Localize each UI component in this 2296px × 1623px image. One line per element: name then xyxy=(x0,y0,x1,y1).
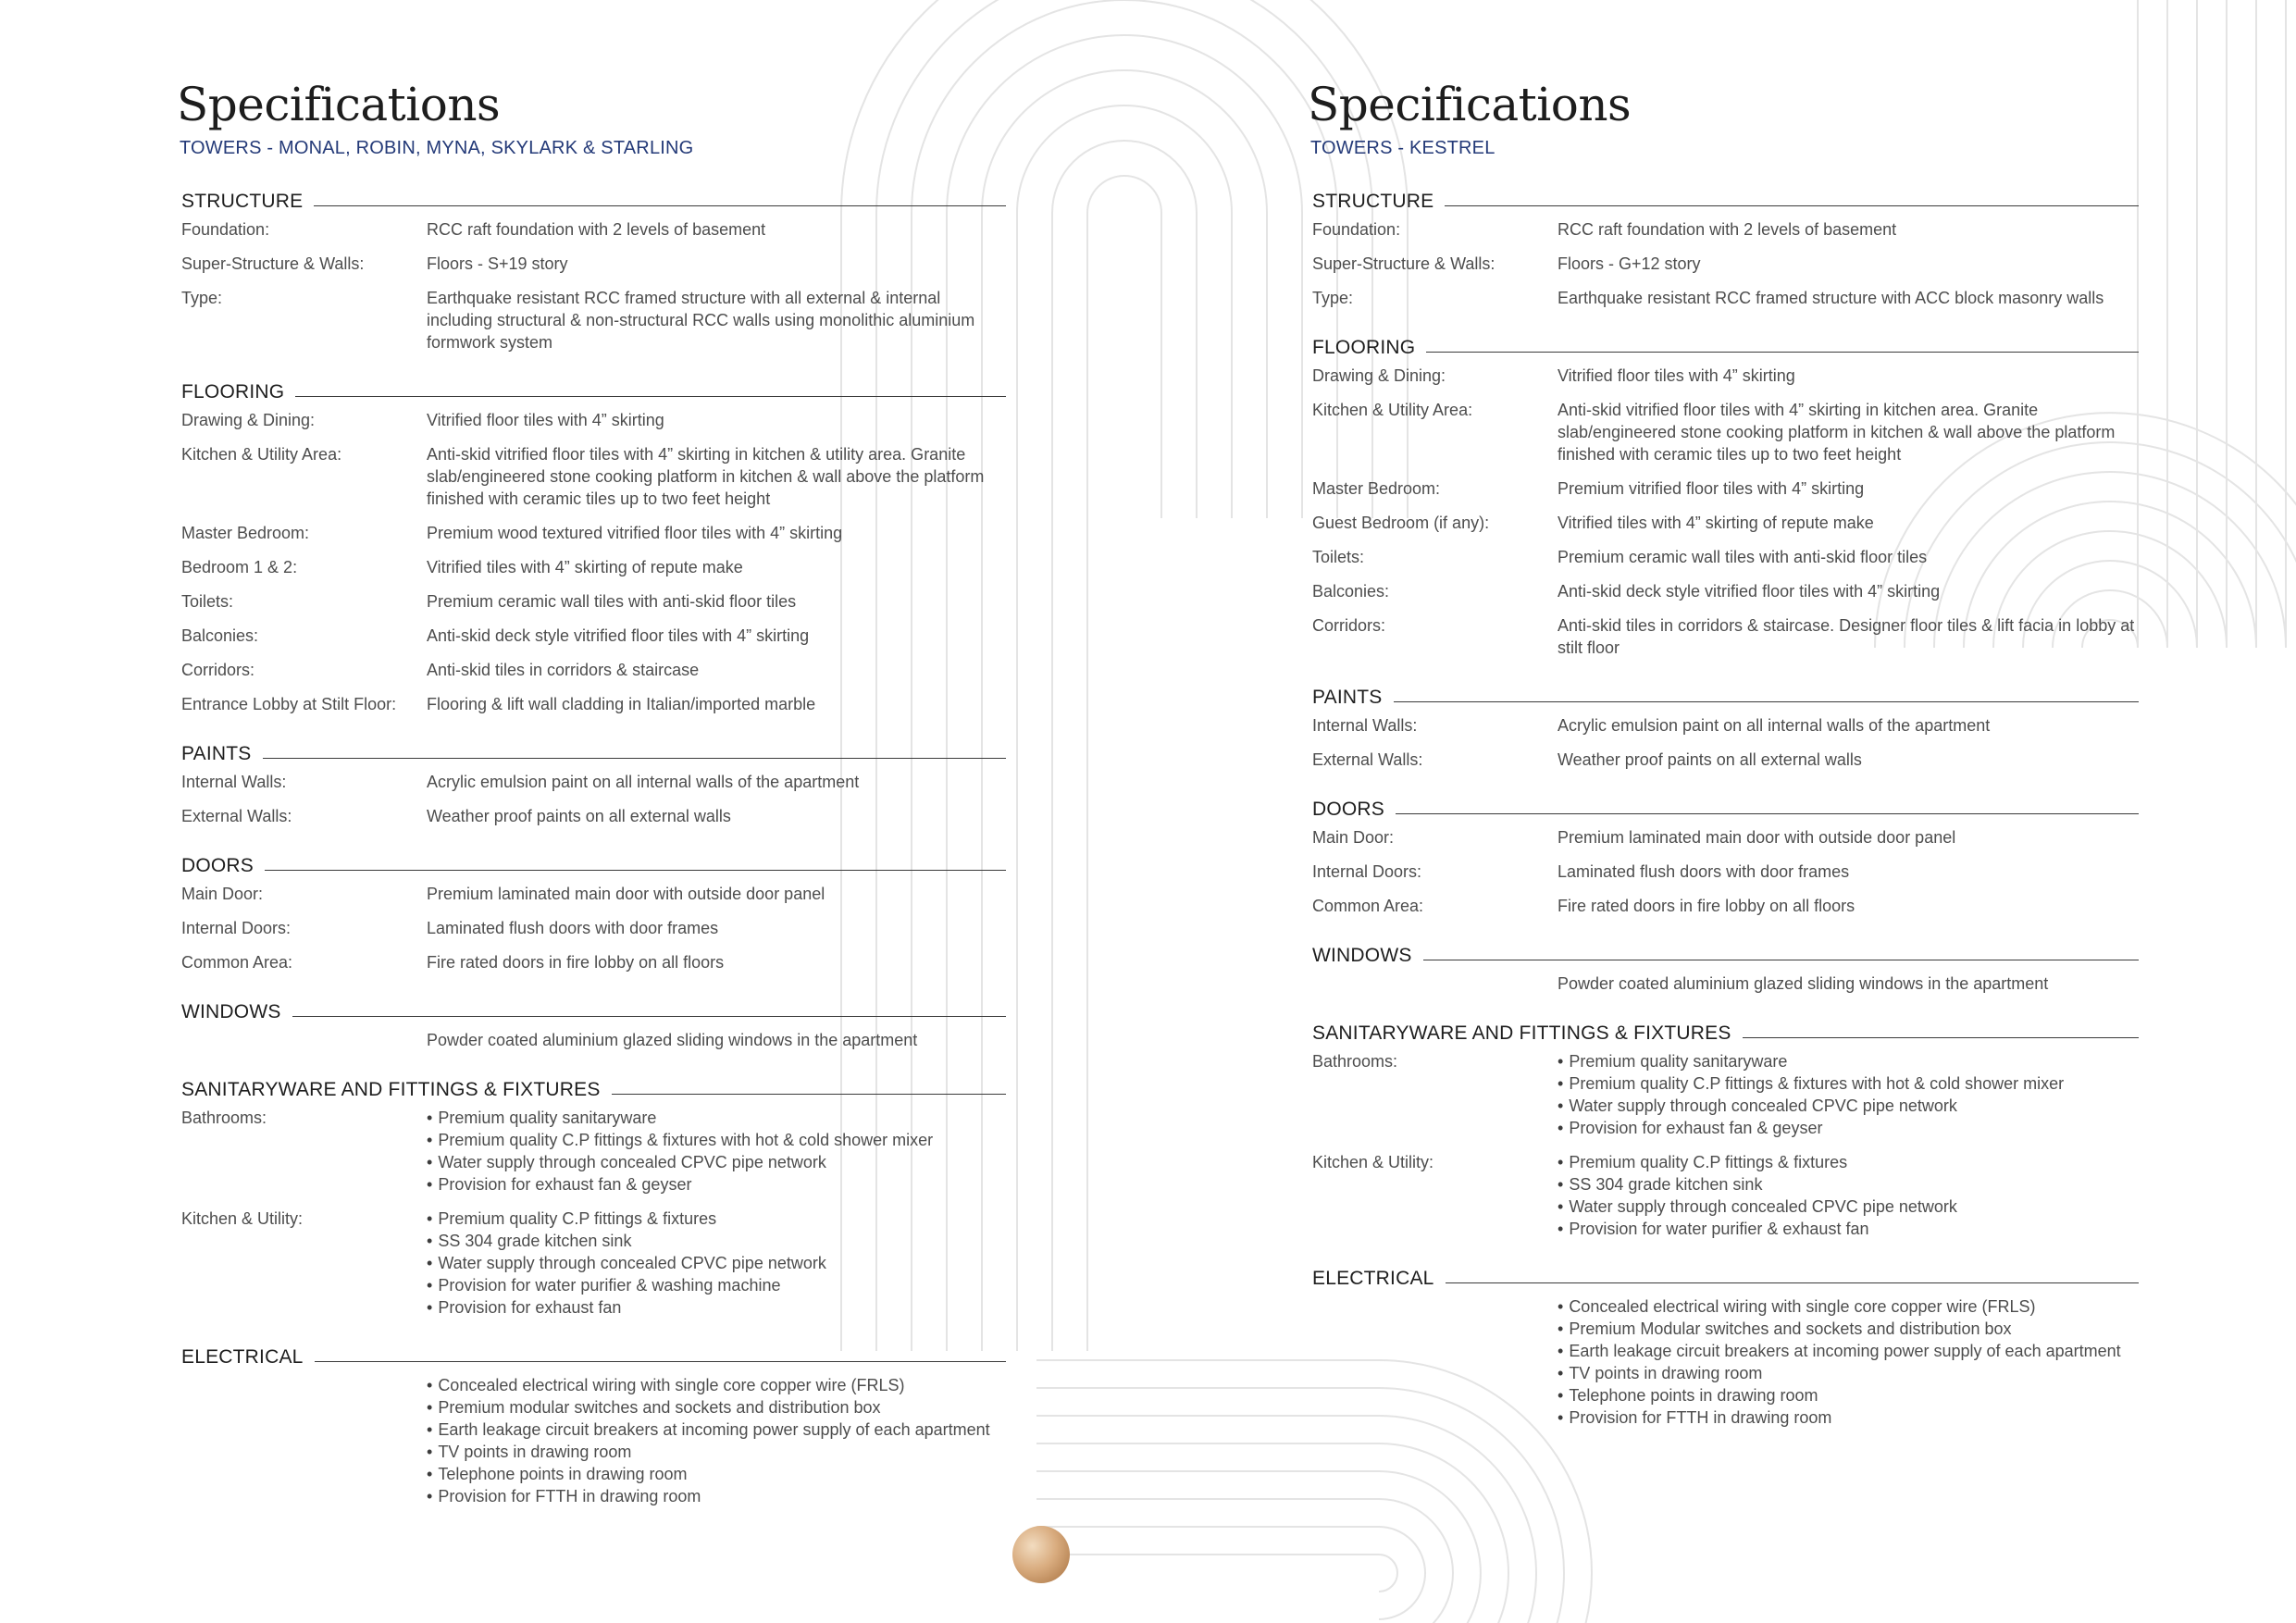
section-rule xyxy=(1396,813,2139,814)
spec-row xyxy=(181,693,1006,715)
spec-row xyxy=(1312,253,2139,275)
spec-value: Acrylic emulsion paint on all internal walls of the apartment xyxy=(1558,716,1991,735)
bullet-text: Concealed electrical wiring with single core copper wire (FRLS) xyxy=(1569,1297,2036,1316)
page-subtitle: TOWERS - MONAL, ROBIN, MYNA, SKYLARK & STARLING xyxy=(180,138,694,158)
spec-row xyxy=(1312,1151,2139,1240)
spec-section xyxy=(181,185,1006,353)
bullet-text: Provision for water purifier & washing machine xyxy=(438,1276,781,1295)
section-heading: SANITARYWARE AND FITTINGS & FIXTURES xyxy=(181,1079,601,1100)
section-heading: STRUCTURE xyxy=(181,191,304,212)
section-heading: PAINTS xyxy=(181,743,252,764)
spec-label: Bedroom 1 & 2: xyxy=(181,558,298,576)
spec-row xyxy=(1312,895,2139,917)
spec-label: Balconies: xyxy=(181,626,259,645)
spec-value: Floors - G+12 story xyxy=(1558,254,1701,273)
spec-value: Weather proof paints on all external walls xyxy=(1558,750,1862,769)
bullet-item xyxy=(427,1208,1006,1230)
section-heading: DOORS xyxy=(1312,799,1385,820)
page-subtitle: TOWERS - KESTREL xyxy=(1310,138,1496,158)
bullet-text: Premium modular switches and sockets and distribution box xyxy=(438,1398,881,1417)
section-heading: SANITARYWARE AND FITTINGS & FIXTURES xyxy=(1312,1022,1731,1044)
spec-label: Drawing & Dining: xyxy=(1312,366,1446,385)
spec-value: Powder coated aluminium glazed sliding windows in the apartment xyxy=(427,1031,918,1049)
bullet-text: Provision for water purifier & exhaust fan xyxy=(1569,1220,1869,1238)
section-heading: PAINTS xyxy=(1312,687,1383,708)
spec-row xyxy=(1312,546,2139,568)
bullet-text: Water supply through concealed CPVC pipe network xyxy=(1569,1096,1957,1115)
bullet-item xyxy=(1558,1117,2139,1139)
spec-label: Main Door: xyxy=(181,885,264,903)
spec-bullet-list xyxy=(427,1208,1006,1319)
bullet-text: TV points in drawing room xyxy=(438,1443,632,1461)
spec-label: Bathrooms: xyxy=(1312,1052,1398,1071)
spec-section xyxy=(1312,793,2139,917)
bullet-text: Provision for exhaust fan & geyser xyxy=(438,1175,692,1194)
spec-value: Anti-skid deck style vitrified floor tiles with 4” skirting xyxy=(427,626,810,645)
spec-value: Anti-skid vitrified floor tiles with 4” skirting in kitchen area. Granite slab/engineered stone cooking platform in kitchen & wall above the platform finished with ceramic tiles up to two feet height xyxy=(1558,401,2116,464)
spec-value: Earthquake resistant RCC framed structure with all external & internal including structural & non-structural RCC walls using monolithic aluminium formwork system xyxy=(427,289,975,352)
spec-label: Corridors: xyxy=(181,661,255,679)
bullet-text: Premium quality sanitaryware xyxy=(1569,1052,1788,1071)
section-header xyxy=(181,737,1006,771)
bullet-item xyxy=(1558,1295,2139,1318)
spec-value: RCC raft foundation with 2 levels of basement xyxy=(1558,220,1897,239)
section-header xyxy=(181,185,1006,218)
spec-value: Powder coated aluminium glazed sliding windows in the apartment xyxy=(1558,974,2049,993)
spec-label: Main Door: xyxy=(1312,828,1395,847)
bullet-item xyxy=(1558,1318,2139,1340)
section-heading: FLOORING xyxy=(181,381,285,403)
spec-label: External Walls: xyxy=(181,807,292,825)
spec-value: Premium wood textured vitrified floor tiles with 4” skirting xyxy=(427,524,843,542)
spec-label: Toilets: xyxy=(1312,548,1365,566)
spec-section xyxy=(181,849,1006,973)
spec-section xyxy=(1312,939,2139,995)
spec-value: Anti-skid vitrified floor tiles with 4” skirting in kitchen & utility area. Granite slab/engineered stone cooking platform in kitchen & wall above the platform finished with ceramic tiles up to two feet height xyxy=(427,445,985,508)
bullet-text: Water supply through concealed CPVC pipe network xyxy=(438,1153,826,1171)
bullet-item xyxy=(427,1419,1006,1441)
bullet-text: Concealed electrical wiring with single core copper wire (FRLS) xyxy=(438,1376,905,1394)
spec-label: Corridors: xyxy=(1312,616,1386,635)
spec-label: Super-Structure & Walls: xyxy=(181,254,365,273)
bullet-text: Water supply through concealed CPVC pipe network xyxy=(1569,1197,1957,1216)
bullet-text: Earth leakage circuit breakers at incoming power supply of each apartment xyxy=(438,1420,990,1439)
spec-row xyxy=(181,522,1006,544)
spec-sections xyxy=(1312,185,2139,1451)
spec-value: Anti-skid tiles in corridors & staircase. Designer floor tiles & lift facia in lobby at stilt floor xyxy=(1558,616,2135,657)
section-header xyxy=(181,996,1006,1029)
bullet-text: Premium quality C.P fittings & fixtures xyxy=(438,1209,717,1228)
spec-label: Internal Doors: xyxy=(181,919,292,937)
spec-row xyxy=(1312,287,2139,309)
spec-row xyxy=(1312,477,2139,500)
spec-label xyxy=(1312,1295,1558,1429)
spec-row xyxy=(181,951,1006,973)
spec-value: Fire rated doors in fire lobby on all floors xyxy=(427,953,725,972)
bullet-item xyxy=(1558,1072,2139,1095)
section-rule xyxy=(1426,352,2139,353)
spec-value: RCC raft foundation with 2 levels of basement xyxy=(427,220,766,239)
bullet-item xyxy=(427,1107,1006,1129)
section-rule xyxy=(315,1361,1006,1362)
bullet-text: Premium quality sanitaryware xyxy=(438,1109,657,1127)
spec-row xyxy=(1312,614,2139,659)
spec-row xyxy=(181,443,1006,510)
spec-row xyxy=(181,556,1006,578)
spec-value: Acrylic emulsion paint on all internal walls of the apartment xyxy=(427,773,860,791)
bullet-text: Provision for exhaust fan xyxy=(438,1298,622,1317)
spec-value: Vitrified floor tiles with 4” skirting xyxy=(427,411,664,429)
spec-value: Fire rated doors in fire lobby on all floors xyxy=(1558,897,1855,915)
section-header xyxy=(1312,681,2139,714)
spec-label: Kitchen & Utility Area: xyxy=(181,445,342,464)
spec-label: Bathrooms: xyxy=(181,1109,267,1127)
spec-row xyxy=(1312,1050,2139,1139)
bullet-text: Premium Modular switches and sockets and distribution box xyxy=(1569,1319,2012,1338)
spec-label: Balconies: xyxy=(1312,582,1390,601)
spec-row xyxy=(1312,218,2139,241)
spec-value: Vitrified tiles with 4” skirting of repute make xyxy=(427,558,743,576)
spec-bullet-list xyxy=(1558,1295,2139,1429)
spec-value: Premium ceramic wall tiles with anti-skid floor tiles xyxy=(1558,548,1928,566)
bullet-item xyxy=(427,1463,1006,1485)
bullet-item xyxy=(427,1252,1006,1274)
bullet-item xyxy=(427,1296,1006,1319)
section-header xyxy=(1312,939,2139,973)
spec-row xyxy=(181,771,1006,793)
spec-section xyxy=(181,1073,1006,1319)
section-rule xyxy=(612,1094,1006,1095)
spec-label: Common Area: xyxy=(1312,897,1424,915)
bullet-text: Telephone points in drawing room xyxy=(1569,1386,1818,1405)
bullet-item xyxy=(1558,1173,2139,1196)
section-header xyxy=(1312,185,2139,218)
spec-label: Internal Walls: xyxy=(181,773,287,791)
spec-row xyxy=(181,1374,1006,1507)
bullet-text: SS 304 grade kitchen sink xyxy=(1569,1175,1763,1194)
spec-label: Drawing & Dining: xyxy=(181,411,316,429)
bullet-text: Premium quality C.P fittings & fixtures xyxy=(1569,1153,1848,1171)
spec-row xyxy=(181,1208,1006,1319)
section-rule xyxy=(265,870,1006,871)
bullet-text: SS 304 grade kitchen sink xyxy=(438,1232,632,1250)
spec-label: Type: xyxy=(1312,289,1354,307)
spec-label: Internal Walls: xyxy=(1312,716,1418,735)
spec-row xyxy=(1312,365,2139,387)
spec-value: Vitrified floor tiles with 4” skirting xyxy=(1558,366,1795,385)
section-heading: STRUCTURE xyxy=(1312,191,1434,212)
spec-value: Flooring & lift wall cladding in Italian/imported marble xyxy=(427,695,816,713)
spec-row xyxy=(1312,1295,2139,1429)
bullet-item xyxy=(427,1441,1006,1463)
spec-row xyxy=(181,917,1006,939)
spec-label: Common Area: xyxy=(181,953,293,972)
spec-section xyxy=(1312,1262,2139,1429)
spec-row xyxy=(181,253,1006,275)
section-rule xyxy=(292,1016,1006,1017)
spec-section xyxy=(1312,681,2139,771)
spec-row xyxy=(1312,749,2139,771)
spec-label: Entrance Lobby at Stilt Floor: xyxy=(181,695,397,713)
spec-row xyxy=(1312,399,2139,465)
section-header xyxy=(181,1341,1006,1374)
spec-bullet-list xyxy=(1558,1151,2139,1240)
spec-label: Guest Bedroom (if any): xyxy=(1312,514,1490,532)
section-rule xyxy=(1445,205,2139,206)
section-heading: WINDOWS xyxy=(1312,945,1412,966)
spec-label: Kitchen & Utility: xyxy=(1312,1153,1434,1171)
bullet-item xyxy=(427,1485,1006,1507)
bullet-item xyxy=(427,1274,1006,1296)
spec-row xyxy=(181,287,1006,353)
spec-row xyxy=(1312,826,2139,849)
spec-section xyxy=(181,1341,1006,1507)
spec-bullet-list xyxy=(427,1374,1006,1507)
spec-section xyxy=(181,737,1006,827)
section-rule xyxy=(295,396,1006,397)
spec-row xyxy=(1312,512,2139,534)
section-heading: ELECTRICAL xyxy=(1312,1268,1434,1289)
spec-row xyxy=(181,625,1006,647)
section-header xyxy=(1312,331,2139,365)
bullet-item xyxy=(427,1173,1006,1196)
spec-section xyxy=(1312,185,2139,309)
bullet-text: Earth leakage circuit breakers at incoming power supply of each apartment xyxy=(1569,1342,2121,1360)
spec-section xyxy=(181,376,1006,715)
bullet-item xyxy=(1558,1362,2139,1384)
spec-sections xyxy=(181,185,1006,1530)
spec-label: Master Bedroom: xyxy=(1312,479,1441,498)
spec-value: Premium laminated main door with outside door panel xyxy=(1558,828,1956,847)
section-heading: WINDOWS xyxy=(181,1001,281,1022)
spec-value: Premium laminated main door with outside door panel xyxy=(427,885,825,903)
spec-label: Type: xyxy=(181,289,223,307)
spec-row xyxy=(1312,861,2139,883)
bullet-item xyxy=(1558,1050,2139,1072)
section-heading: ELECTRICAL xyxy=(181,1346,304,1368)
spec-label: Kitchen & Utility: xyxy=(181,1209,304,1228)
spec-bullet-list xyxy=(1558,1050,2139,1139)
spec-value: Premium ceramic wall tiles with anti-skid floor tiles xyxy=(427,592,797,611)
section-heading: DOORS xyxy=(181,855,254,876)
spec-row xyxy=(181,659,1006,681)
section-header xyxy=(1312,793,2139,826)
section-header xyxy=(181,376,1006,409)
spec-value: Anti-skid deck style vitrified floor tiles with 4” skirting xyxy=(1558,582,1941,601)
spec-value: Floors - S+19 story xyxy=(427,254,568,273)
page-title: Specifications xyxy=(1308,78,1632,131)
spec-value: Earthquake resistant RCC framed structure with ACC block masonry walls xyxy=(1558,289,2104,307)
section-rule xyxy=(1394,701,2140,702)
bullet-item xyxy=(1558,1095,2139,1117)
bullet-text: Provision for FTTH in drawing room xyxy=(1569,1408,1832,1427)
spec-value: Anti-skid tiles in corridors & staircase xyxy=(427,661,700,679)
spec-row xyxy=(1312,714,2139,737)
spec-label: Kitchen & Utility Area: xyxy=(1312,401,1473,419)
section-header xyxy=(1312,1017,2139,1050)
spec-value: Laminated flush doors with door frames xyxy=(427,919,719,937)
spec-row xyxy=(1312,580,2139,602)
section-rule xyxy=(263,758,1007,759)
spec-section xyxy=(1312,331,2139,659)
bullet-item xyxy=(1558,1340,2139,1362)
gold-circle-ornament xyxy=(1012,1526,1070,1583)
spec-row xyxy=(181,805,1006,827)
section-header xyxy=(1312,1262,2139,1295)
spec-row xyxy=(181,883,1006,905)
bullet-item xyxy=(1558,1196,2139,1218)
bullet-item xyxy=(1558,1218,2139,1240)
bullet-item xyxy=(427,1129,1006,1151)
spec-row xyxy=(1312,973,2139,995)
section-rule xyxy=(1446,1282,2139,1283)
spec-value: Laminated flush doors with door frames xyxy=(1558,862,1850,881)
bullet-text: Premium quality C.P fittings & fixtures with hot & cold shower mixer xyxy=(1569,1074,2065,1093)
bullet-item xyxy=(1558,1384,2139,1406)
spec-value: Premium vitrified floor tiles with 4” skirting xyxy=(1558,479,1865,498)
bullet-item xyxy=(427,1151,1006,1173)
bullet-text: TV points in drawing room xyxy=(1569,1364,1763,1382)
bullet-text: Premium quality C.P fittings & fixtures with hot & cold shower mixer xyxy=(438,1131,934,1149)
bullet-item xyxy=(1558,1151,2139,1173)
spec-label: Toilets: xyxy=(181,592,234,611)
bullet-item xyxy=(427,1230,1006,1252)
spec-row xyxy=(181,218,1006,241)
bullet-item xyxy=(1558,1406,2139,1429)
bullet-item xyxy=(427,1374,1006,1396)
section-rule xyxy=(314,205,1006,206)
bullet-item xyxy=(427,1396,1006,1419)
spec-label: External Walls: xyxy=(1312,750,1423,769)
spec-label: Master Bedroom: xyxy=(181,524,310,542)
spec-label xyxy=(181,1374,427,1507)
section-header xyxy=(181,849,1006,883)
spec-value: Weather proof paints on all external walls xyxy=(427,807,731,825)
spec-bullet-list xyxy=(427,1107,1006,1196)
spec-label: Foundation: xyxy=(1312,220,1401,239)
page-title: Specifications xyxy=(177,78,501,131)
spec-label xyxy=(1312,973,1558,995)
spec-section xyxy=(181,996,1006,1051)
spec-row xyxy=(181,590,1006,613)
spec-row xyxy=(181,1029,1006,1051)
section-header xyxy=(181,1073,1006,1107)
bullet-text: Provision for exhaust fan & geyser xyxy=(1569,1119,1823,1137)
spec-value: Vitrified tiles with 4” skirting of repute make xyxy=(1558,514,1874,532)
spec-label: Foundation: xyxy=(181,220,270,239)
spec-label: Internal Doors: xyxy=(1312,862,1422,881)
section-rule xyxy=(1743,1037,2139,1038)
section-heading: FLOORING xyxy=(1312,337,1416,358)
spec-label: Super-Structure & Walls: xyxy=(1312,254,1496,273)
spec-section xyxy=(1312,1017,2139,1240)
spec-label xyxy=(181,1029,427,1051)
bullet-text: Telephone points in drawing room xyxy=(438,1465,688,1483)
spec-row xyxy=(181,409,1006,431)
bullet-text: Water supply through concealed CPVC pipe network xyxy=(438,1254,826,1272)
bullet-text: Provision for FTTH in drawing room xyxy=(438,1487,701,1505)
spec-row xyxy=(181,1107,1006,1196)
